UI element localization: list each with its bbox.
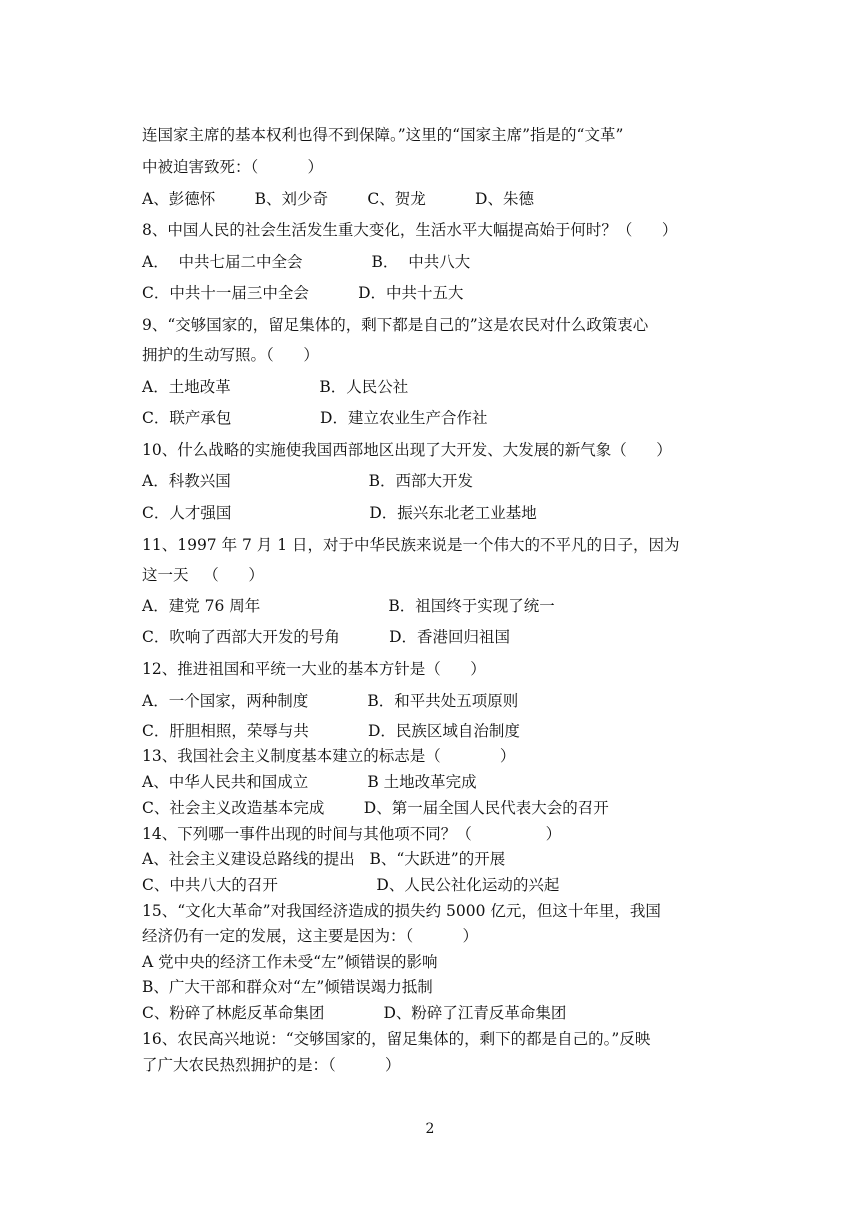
- text-line: 中被迫害致死：（ ）: [142, 158, 324, 176]
- text-line: 这一天 （ ）: [142, 566, 264, 584]
- question-11: 11、1997 年 7 月 1 日，对于中华民族来说是一个伟大的不平凡的日子，因为: [142, 536, 680, 554]
- text-line: 了广大农民热烈拥护的是：（ ）: [142, 1056, 401, 1074]
- question-10: 10、什么战略的实施使我国西部地区出现了大开发、大发展的新气象（ ）: [142, 441, 672, 459]
- text-line: C、粉碎了林彪反革命集团 D、粉碎了江青反革命集团: [142, 1004, 567, 1022]
- question-16: 16、农民高兴地说：“交够国家的，留足集体的，剩下的都是自己的。”反映: [142, 1030, 651, 1048]
- text-line: C．肝胆相照，荣辱与共 D．民族区域自治制度: [142, 722, 520, 740]
- text-line: A． 中共七届二中全会 B． 中共八大: [142, 253, 471, 271]
- text-line: A、中华人民共和国成立 B 土地改革完成: [142, 773, 477, 791]
- text-line: 连国家主席的基本权利也得不到保障。”这里的“国家主席”指是的“文革”: [142, 126, 624, 144]
- text-line: C、社会主义改造基本完成 D、第一届全国人民代表大会的召开: [142, 799, 609, 817]
- text-line: A．一个国家，两种制度 B．和平共处五项原则: [142, 692, 519, 710]
- text-line: 拥护的生动写照。（ ）: [142, 346, 319, 364]
- text-line: C．人才强国 D．振兴东北老工业基地: [142, 504, 537, 522]
- text-line: C、中共八大的召开 D、人民公社化运动的兴起: [142, 876, 560, 894]
- text-line: A．建党 76 周年 B．祖国终于实现了统一: [142, 597, 555, 615]
- text-line: C．联产承包 D．建立农业生产合作社: [142, 409, 488, 427]
- question-9: 9、“交够国家的，留足集体的，剩下都是自己的”这是农民对什么政策衷心: [142, 316, 649, 334]
- text-line: A 党中央的经济工作未受“左”倾错误的影响: [142, 953, 438, 971]
- question-13: 13、我国社会主义制度基本建立的标志是（ ）: [142, 747, 516, 765]
- text-line: A．科教兴国 B．西部大开发: [142, 472, 474, 490]
- text-line: A、彭德怀 B、刘少奇 C、贺龙 D、朱德: [142, 190, 534, 208]
- question-8: 8、中国人民的社会生活发生重大变化，生活水平大幅提高始于何时？（ ）: [142, 221, 678, 239]
- text-line: A．土地改革 B．人民公社: [142, 378, 409, 396]
- text-line: B、广大干部和群众对“左”倾错误竭力抵制: [142, 978, 433, 996]
- text-line: C．中共十一届三中全会 D．中共十五大: [142, 284, 464, 302]
- page-number: 2: [425, 1121, 435, 1137]
- text-line: C．吹响了西部大开发的号角 D．香港回归祖国: [142, 628, 511, 646]
- question-12: 12、推进祖国和平统一大业的基本方针是（ ）: [142, 660, 486, 678]
- text-line: A、社会主义建设总路线的提出 B、“大跃进”的开展: [142, 850, 506, 868]
- text-line: 经济仍有一定的发展，这主要是因为：（ ）: [142, 927, 479, 945]
- question-15: 15、“文化大革命”对我国经济造成的损失约 5000 亿元，但这十年里，我国: [142, 902, 661, 920]
- question-14: 14、下列哪一事件出现的时间与其他项不同？（ ）: [142, 825, 562, 843]
